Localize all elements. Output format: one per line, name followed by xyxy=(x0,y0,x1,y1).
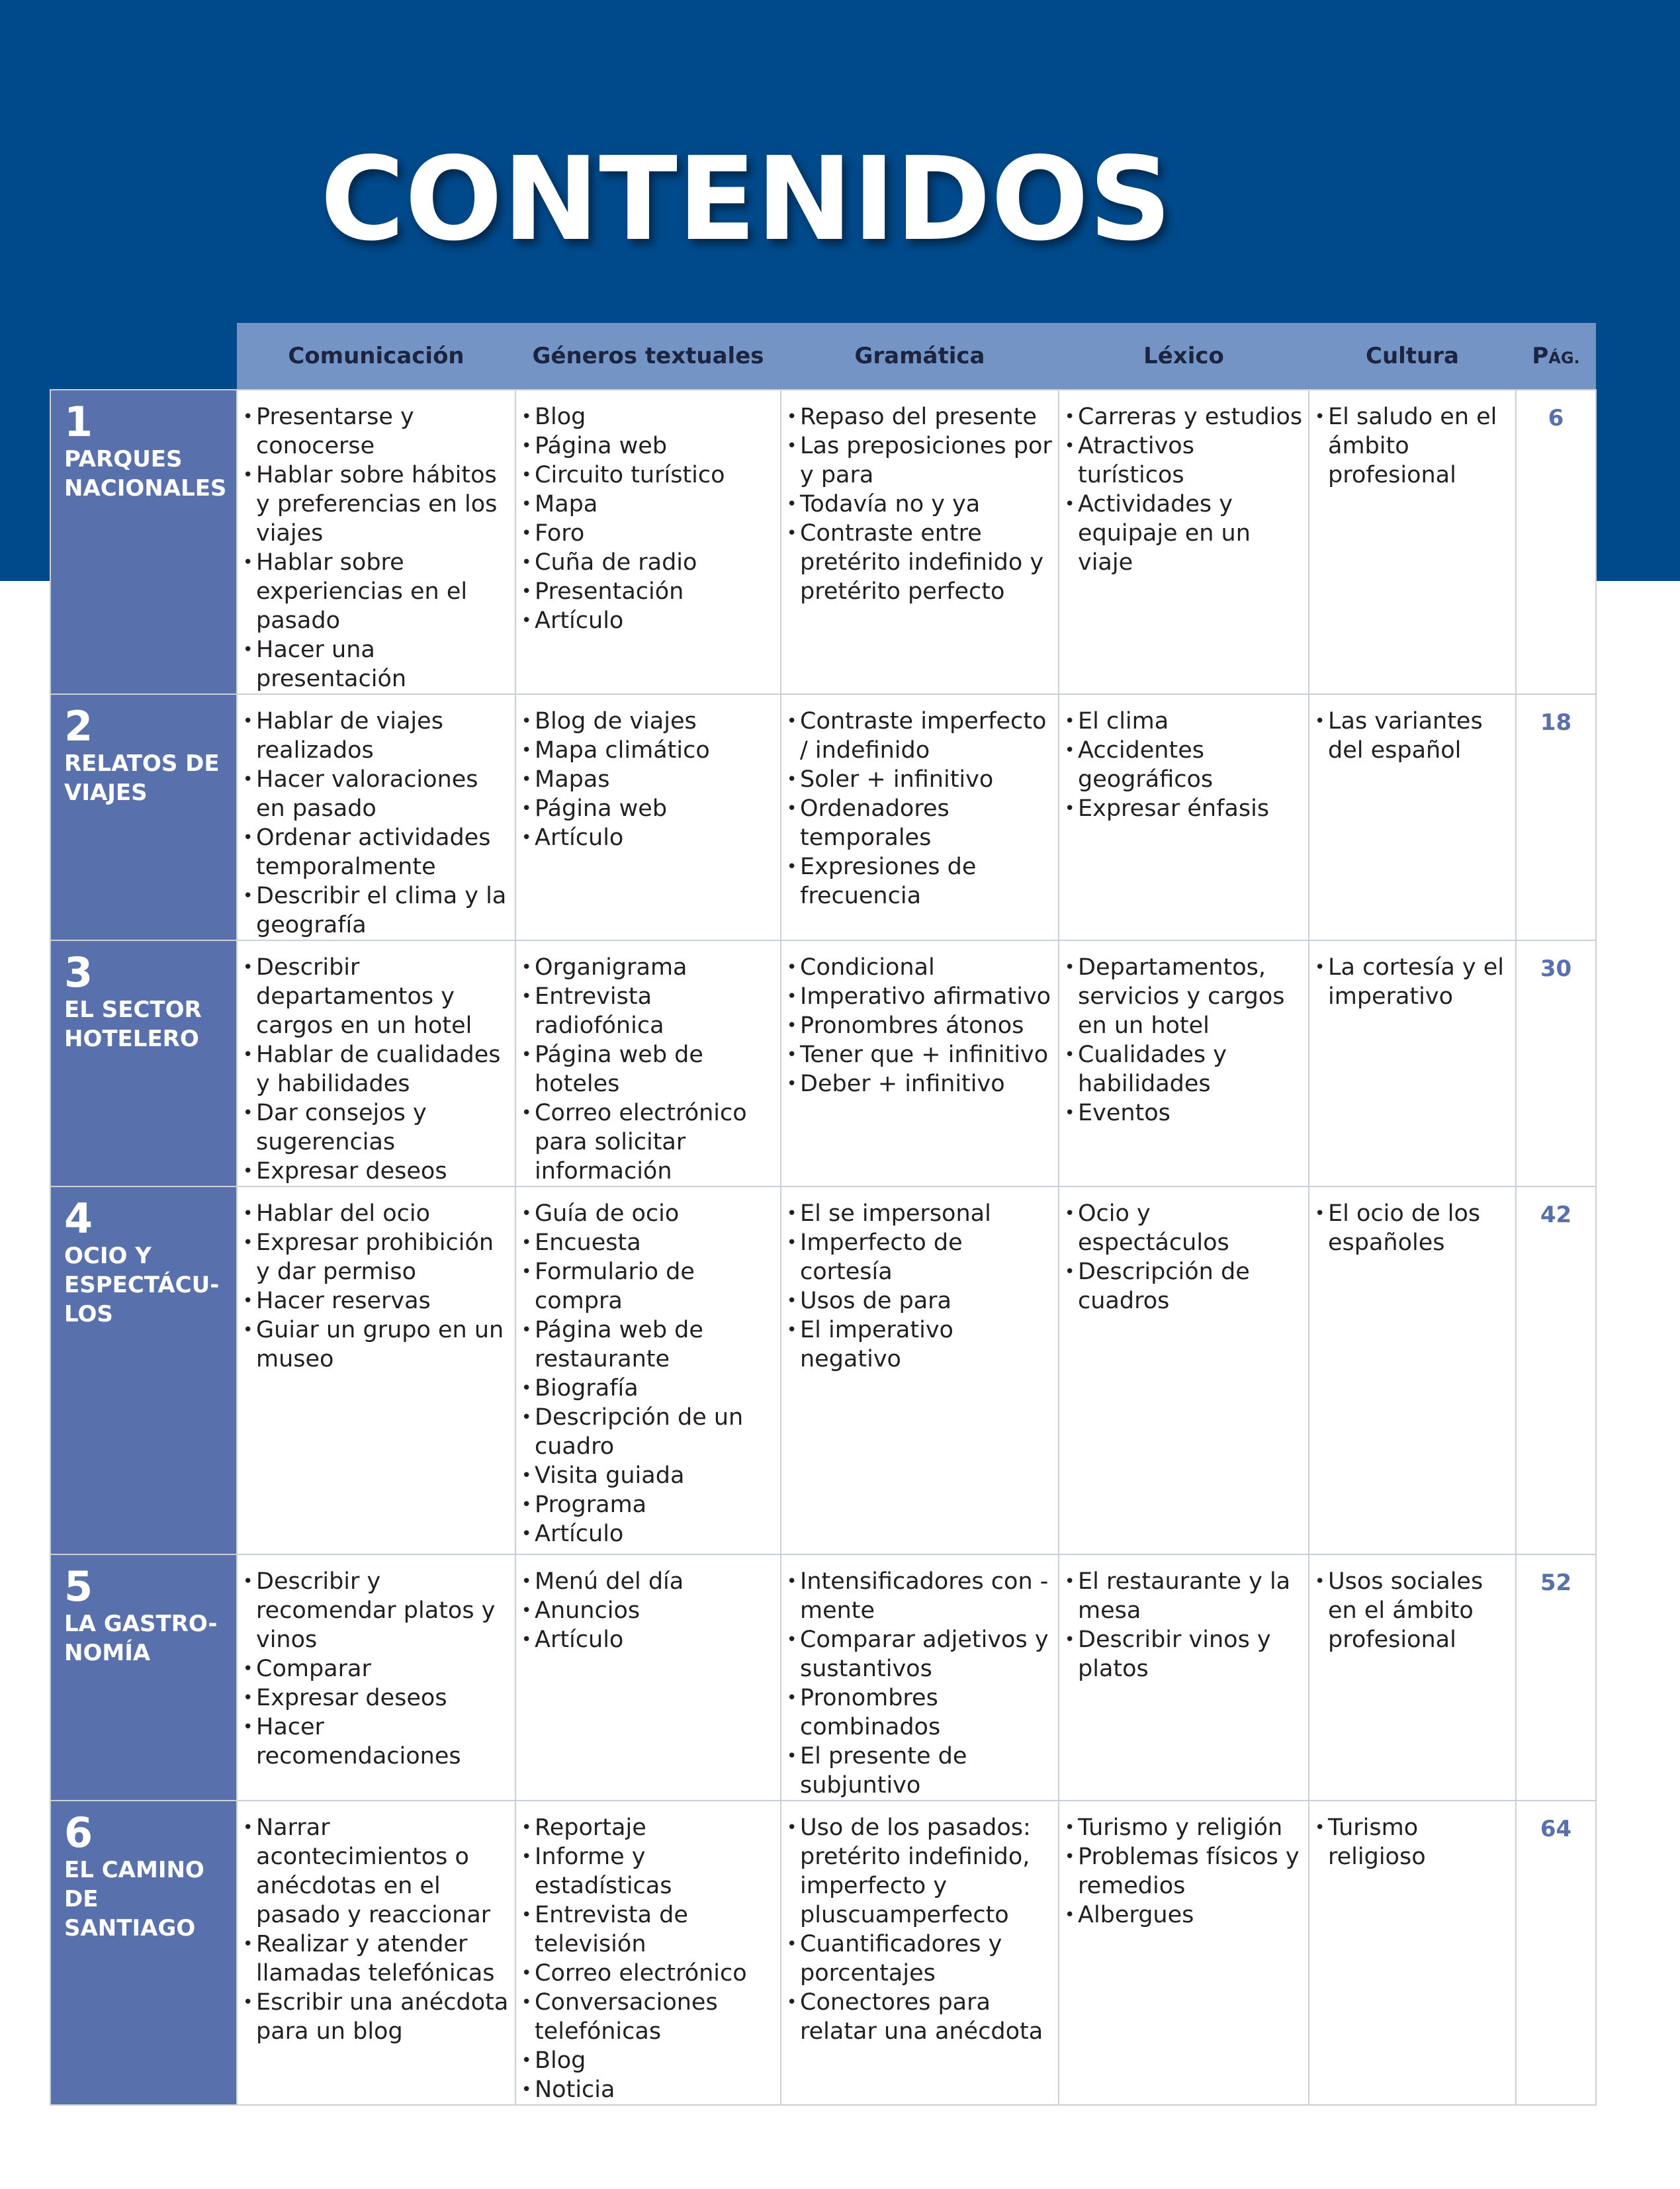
list-item: • Hablar del ocio xyxy=(242,1199,511,1228)
cultura-list xyxy=(1313,1567,1511,1654)
cell-page xyxy=(1516,1186,1596,1554)
generos-list xyxy=(520,1199,776,1548)
list-item: • Cuantificadores y porcentajes xyxy=(785,1930,1054,1988)
cultura-list xyxy=(1313,707,1511,765)
list-item: • Escribir una anécdota para un blog xyxy=(242,1988,511,2046)
unit-cell xyxy=(50,390,237,694)
gramatica-list xyxy=(785,953,1054,1098)
header-generos: Géneros textuales xyxy=(515,323,781,390)
cell-comunicacion xyxy=(237,940,515,1186)
list-item: • Narrar acontecimientos o anécdotas en el pasado y reaccionar xyxy=(242,1813,511,1930)
unit-row xyxy=(50,390,1596,694)
page-number: 52 xyxy=(1540,1570,1572,1596)
cell-comunicacion xyxy=(237,1186,515,1554)
comunicacion-list xyxy=(242,1567,511,1771)
list-item: • Visita guiada xyxy=(520,1461,776,1490)
list-item: • Página web xyxy=(520,794,776,823)
unit-cell xyxy=(50,1801,237,2105)
header-gramatica: Gramática xyxy=(781,323,1059,390)
list-item: • La cortesía y el imperativo xyxy=(1313,953,1511,1011)
unit-row xyxy=(50,1186,1596,1554)
list-item: • Presentación xyxy=(520,577,776,606)
list-item: • Anuncios xyxy=(520,1596,776,1625)
comunicacion-list xyxy=(242,1199,511,1374)
list-item: • Reportaje xyxy=(520,1813,776,1842)
unit-name: OCIO Y ESPECTÁCU-LOS xyxy=(64,1243,220,1327)
cell-gramatica xyxy=(781,1801,1059,2105)
cell-cultura xyxy=(1309,1186,1516,1554)
cell-comunicacion xyxy=(237,694,515,940)
cell-generos xyxy=(515,1801,781,2105)
list-item: • Entrevista de televisión xyxy=(520,1900,776,1959)
list-item: • Turismo y religión xyxy=(1063,1813,1304,1842)
cell-cultura xyxy=(1309,694,1516,940)
unit-row xyxy=(50,940,1596,1186)
generos-list xyxy=(520,402,776,635)
cell-generos xyxy=(515,940,781,1186)
list-item: • Formulario de compra xyxy=(520,1257,776,1316)
cell-gramatica xyxy=(781,1554,1059,1801)
list-item: • Imperativo afirmativo xyxy=(785,982,1054,1011)
list-item: • Ordenar actividades temporalmente xyxy=(242,823,511,881)
list-item: • Cuña de radio xyxy=(520,548,776,577)
list-item: • Las preposiciones por y para xyxy=(785,431,1054,490)
list-item: • Encuesta xyxy=(520,1228,776,1257)
list-item: • Describir y recomendar platos y vinos xyxy=(242,1567,511,1654)
list-item: • Actividades y equipaje en un viaje xyxy=(1063,490,1304,577)
lexico-list xyxy=(1063,707,1304,823)
unit-cell xyxy=(50,940,237,1186)
list-item: • Usos de para xyxy=(785,1286,1054,1316)
unit-name: EL CAMINO DE SANTIAGO xyxy=(64,1857,204,1942)
cell-generos xyxy=(515,390,781,694)
list-item: • Pronombres átonos xyxy=(785,1011,1054,1040)
list-item: • Mapa xyxy=(520,490,776,519)
list-item: • Comparar xyxy=(242,1654,511,1683)
list-item: • Comparar adjetivos y sustantivos xyxy=(785,1625,1054,1683)
list-item: • El se impersonal xyxy=(785,1199,1054,1228)
list-item: • Todavía no y ya xyxy=(785,490,1054,519)
list-item: • Blog xyxy=(520,2046,776,2075)
cell-generos xyxy=(515,694,781,940)
cell-gramatica xyxy=(781,1186,1059,1554)
list-item: • Describir vinos y platos xyxy=(1063,1625,1304,1683)
cell-page xyxy=(1516,694,1596,940)
list-item: • El saludo en el ámbito profesional xyxy=(1313,402,1511,490)
list-item: • Correo electrónico para solicitar información xyxy=(520,1098,776,1186)
cell-cultura xyxy=(1309,1554,1516,1801)
header-comunicacion: Comunicación xyxy=(237,323,515,390)
list-item: • Blog xyxy=(520,402,776,431)
list-item: • Expresar deseos xyxy=(242,1683,511,1713)
list-item: • Descripción de un cuadro xyxy=(520,1403,776,1461)
list-item: • Contraste entre pretérito indefinido y pretérito perfecto xyxy=(785,519,1054,606)
page-number: 64 xyxy=(1540,1816,1572,1842)
list-item: • Describir departamentos y cargos en un hotel xyxy=(242,953,511,1040)
cultura-list xyxy=(1313,1199,1511,1257)
unit-cell xyxy=(50,694,237,940)
cell-comunicacion xyxy=(237,390,515,694)
cell-cultura xyxy=(1309,1801,1516,2105)
comunicacion-list xyxy=(242,707,511,940)
list-item: • Eventos xyxy=(1063,1098,1304,1128)
gramatica-list xyxy=(785,1567,1054,1800)
list-item: • Hablar sobre hábitos y preferencias en los viajes xyxy=(242,461,511,548)
list-item: • Mapas xyxy=(520,765,776,794)
list-item: • Guiar un grupo en un museo xyxy=(242,1316,511,1374)
contents-table xyxy=(50,323,1597,2106)
cell-gramatica xyxy=(781,940,1059,1186)
list-item: • Entrevista radiofónica xyxy=(520,982,776,1040)
unit-number: 6 xyxy=(64,1809,93,1857)
list-item: • Conectores para relatar una anécdota xyxy=(785,1988,1054,2046)
list-item: • Soler + infinitivo xyxy=(785,765,1054,794)
cell-cultura xyxy=(1309,390,1516,694)
page-number: 30 xyxy=(1540,956,1572,982)
list-item: • Carreras y estudios xyxy=(1063,402,1304,431)
unit-name: LA GASTRO-NOMÍA xyxy=(64,1611,218,1666)
comunicacion-list xyxy=(242,402,511,693)
cell-generos xyxy=(515,1186,781,1554)
header-pagina-rest: ÁG. xyxy=(1548,349,1580,367)
list-item: • Hacer valoraciones en pasado xyxy=(242,765,511,823)
header-blank xyxy=(50,323,237,390)
list-item: • Artículo xyxy=(520,606,776,635)
list-item: • Accidentes geográficos xyxy=(1063,736,1304,794)
list-item: • Menú del día xyxy=(520,1567,776,1596)
list-item: • Usos sociales en el ámbito profesional xyxy=(1313,1567,1511,1654)
cell-gramatica xyxy=(781,390,1059,694)
cell-page xyxy=(1516,1554,1596,1801)
list-item: • Ocio y espectáculos xyxy=(1063,1199,1304,1257)
list-item: • Deber + infinitivo xyxy=(785,1069,1054,1098)
list-item: • Hablar de viajes realizados xyxy=(242,707,511,765)
page-number: 42 xyxy=(1540,1202,1572,1228)
unit-number: 5 xyxy=(64,1562,93,1611)
list-item: • Pronombres combinados xyxy=(785,1683,1054,1742)
list-item: • Conversaciones telefónicas xyxy=(520,1988,776,2046)
lexico-list xyxy=(1063,1813,1304,1930)
list-item: • Biografía xyxy=(520,1374,776,1403)
gramatica-list xyxy=(785,1813,1054,2046)
cell-page xyxy=(1516,940,1596,1186)
list-item: • Artículo xyxy=(520,1625,776,1654)
list-item: • Contraste imperfecto / indefinido xyxy=(785,707,1054,765)
list-item: • Página web de hoteles xyxy=(520,1040,776,1098)
list-item: • Dar consejos y sugerencias xyxy=(242,1098,511,1157)
page-title: CONTENIDOS xyxy=(320,132,1172,267)
lexico-list xyxy=(1063,1567,1304,1683)
list-item: • Albergues xyxy=(1063,1900,1304,1930)
list-item: • El restaurante y la mesa xyxy=(1063,1567,1304,1625)
lexico-list xyxy=(1063,402,1304,577)
list-item: • Artículo xyxy=(520,1519,776,1548)
list-item: • Hacer una presentación xyxy=(242,635,511,693)
list-item: • Informe y estadísticas xyxy=(520,1842,776,1900)
header-pagina-initial: P xyxy=(1532,343,1549,369)
list-item: • Turismo religioso xyxy=(1313,1813,1511,1871)
cell-lexico xyxy=(1059,694,1309,940)
list-item: • Noticia xyxy=(520,2075,776,2104)
list-item: • Correo electrónico xyxy=(520,1959,776,1988)
list-item: • Mapa climático xyxy=(520,736,776,765)
header-cultura: Cultura xyxy=(1309,323,1516,390)
list-item: • Problemas físicos y remedios xyxy=(1063,1842,1304,1900)
cell-comunicacion xyxy=(237,1554,515,1801)
list-item: • Condicional xyxy=(785,953,1054,982)
lexico-list xyxy=(1063,953,1304,1128)
unit-row xyxy=(50,1801,1596,2105)
unit-cell xyxy=(50,1186,237,1554)
list-item: • El clima xyxy=(1063,707,1304,736)
list-item: • Expresar deseos xyxy=(242,1157,511,1186)
cell-comunicacion xyxy=(237,1801,515,2105)
gramatica-list xyxy=(785,402,1054,606)
cultura-list xyxy=(1313,953,1511,1011)
cell-lexico xyxy=(1059,1554,1309,1801)
list-item: • Hacer recomendaciones xyxy=(242,1713,511,1771)
unit-number: 2 xyxy=(64,702,93,750)
list-item: • Circuito turístico xyxy=(520,461,776,490)
list-item: • Descripción de cuadros xyxy=(1063,1257,1304,1316)
list-item: • Departamentos, servicios y cargos en un hotel xyxy=(1063,953,1304,1040)
cell-page xyxy=(1516,1801,1596,2105)
list-item: • Página web xyxy=(520,431,776,461)
list-item: • El presente de subjuntivo xyxy=(785,1742,1054,1800)
page-number: 18 xyxy=(1540,709,1572,736)
list-item: • El ocio de los españoles xyxy=(1313,1199,1511,1257)
list-item: • Organigrama xyxy=(520,953,776,982)
list-item: • Expresiones de frecuencia xyxy=(785,852,1054,911)
cell-lexico xyxy=(1059,1186,1309,1554)
list-item: • Expresar énfasis xyxy=(1063,794,1304,823)
lexico-list xyxy=(1063,1199,1304,1316)
list-item: • Imperfecto de cortesía xyxy=(785,1228,1054,1286)
header-pagina xyxy=(1516,323,1596,390)
list-item: • Ordenadores temporales xyxy=(785,794,1054,852)
list-item: • Hacer reservas xyxy=(242,1286,511,1316)
list-item: • Presentarse y conocerse xyxy=(242,402,511,461)
unit-number: 3 xyxy=(64,948,93,997)
list-item: • Artículo xyxy=(520,823,776,852)
comunicacion-list xyxy=(242,953,511,1186)
list-item: • Expresar prohibición y dar permiso xyxy=(242,1228,511,1286)
list-item: • Foro xyxy=(520,519,776,548)
gramatica-list xyxy=(785,707,1054,911)
cell-lexico xyxy=(1059,940,1309,1186)
list-item: • Página web de restaurante xyxy=(520,1316,776,1374)
unit-cell xyxy=(50,1554,237,1801)
unit-number: 4 xyxy=(64,1194,93,1243)
page-number: 6 xyxy=(1548,405,1564,431)
cell-generos xyxy=(515,1554,781,1801)
list-item: • Blog de viajes xyxy=(520,707,776,736)
list-item: • Uso de los pasados: pretérito indefinido, imperfecto y pluscuamperfecto xyxy=(785,1813,1054,1930)
unit-name: RELATOS DE VIAJES xyxy=(64,750,220,806)
table-header-row xyxy=(50,323,1596,390)
unit-number: 1 xyxy=(64,398,93,446)
list-item: • Atractivos turísticos xyxy=(1063,431,1304,490)
list-item: • Tener que + infinitivo xyxy=(785,1040,1054,1069)
cell-lexico xyxy=(1059,1801,1309,2105)
list-item: • Cualidades y habilidades xyxy=(1063,1040,1304,1098)
unit-name: EL SECTOR HOTELERO xyxy=(64,997,202,1052)
list-item: • Hablar de cualidades y habilidades xyxy=(242,1040,511,1098)
list-item: • Realizar y atender llamadas telefónicas xyxy=(242,1930,511,1988)
generos-list xyxy=(520,1567,776,1654)
unit-row xyxy=(50,694,1596,940)
list-item: • Repaso del presente xyxy=(785,402,1054,431)
list-item: • Hablar sobre experiencias en el pasado xyxy=(242,548,511,635)
header-lexico: Léxico xyxy=(1059,323,1309,390)
cultura-list xyxy=(1313,1813,1511,1871)
list-item: • Describir el clima y la geografía xyxy=(242,881,511,940)
list-item: • Las variantes del español xyxy=(1313,707,1511,765)
list-item: • El imperativo negativo xyxy=(785,1316,1054,1374)
unit-row xyxy=(50,1554,1596,1801)
cell-cultura xyxy=(1309,940,1516,1186)
generos-list xyxy=(520,1813,776,2104)
cell-gramatica xyxy=(781,694,1059,940)
generos-list xyxy=(520,707,776,852)
unit-name: PARQUES NACIONALES xyxy=(64,446,227,502)
cell-page xyxy=(1516,390,1596,694)
cultura-list xyxy=(1313,402,1511,490)
list-item: • Intensificadores con -mente xyxy=(785,1567,1054,1625)
generos-list xyxy=(520,953,776,1186)
gramatica-list xyxy=(785,1199,1054,1374)
comunicacion-list xyxy=(242,1813,511,2046)
cell-lexico xyxy=(1059,390,1309,694)
list-item: • Guía de ocio xyxy=(520,1199,776,1228)
list-item: • Programa xyxy=(520,1490,776,1519)
